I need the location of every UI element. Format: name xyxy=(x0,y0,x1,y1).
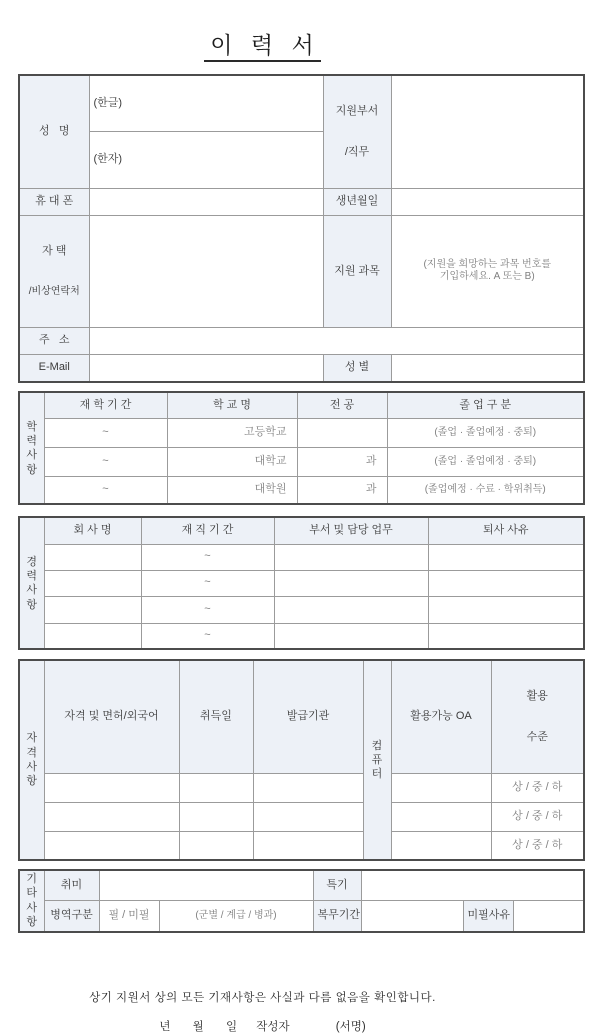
dept-field xyxy=(391,75,584,189)
reason-cell xyxy=(428,623,584,649)
table-row xyxy=(19,901,584,932)
career-header-reason: 퇴사 사유 xyxy=(428,517,584,544)
gender-field xyxy=(391,354,584,382)
qualification-header-issuer: 발급기관 xyxy=(253,660,363,774)
education-header-school: 학 교 명 xyxy=(167,392,297,418)
table-row xyxy=(19,660,584,774)
education-row xyxy=(19,476,584,504)
school-cell: 고등학교 xyxy=(167,418,297,447)
mobile-field xyxy=(89,189,323,216)
career-header-period: 재 직 기 간 xyxy=(141,517,274,544)
license-cell xyxy=(44,832,179,860)
duty-cell xyxy=(274,623,428,649)
subject-label: 지원 과목 xyxy=(323,216,391,328)
email-field xyxy=(89,354,323,382)
school-cell: 대학교 xyxy=(167,447,297,476)
career-row xyxy=(19,596,584,623)
license-cell xyxy=(44,803,179,832)
career-header-company: 회 사 명 xyxy=(44,517,141,544)
table-row xyxy=(19,216,584,328)
confirmation-statement: 상기 지원서 상의 모든 기재사항은 사실과 다름 없음을 확인합니다. xyxy=(89,991,436,1004)
company-cell xyxy=(44,623,141,649)
service-period-field xyxy=(361,901,463,932)
duty-cell xyxy=(274,596,428,623)
exemption-label: 미필사유 xyxy=(463,901,513,932)
career-table xyxy=(18,516,585,650)
name-label: 성 명 xyxy=(19,75,89,189)
reason-cell xyxy=(428,544,584,570)
period-cell: ~ xyxy=(44,447,167,476)
license-cell xyxy=(44,774,179,803)
table-row xyxy=(19,75,584,132)
qualification-row xyxy=(19,803,584,832)
issuer-cell xyxy=(253,832,363,860)
table-row xyxy=(19,327,584,354)
home-contact-field xyxy=(89,216,323,328)
resume-page xyxy=(0,32,600,1033)
qualification-header-license: 자격 및 면허/외국어 xyxy=(44,660,179,774)
qualification-header-level: 활용 수준 xyxy=(491,660,584,774)
oa-cell xyxy=(391,803,491,832)
military-detail-cell: (군별 / 계급 / 병과) xyxy=(159,901,313,932)
signature-label: (서명) xyxy=(335,1020,366,1033)
education-header-major: 전 공 xyxy=(297,392,387,418)
education-header-grad: 졸 업 구 분 xyxy=(387,392,584,418)
table-row xyxy=(19,517,584,544)
oa-cell xyxy=(391,832,491,860)
gender-label: 성 별 xyxy=(323,354,391,382)
exemption-field xyxy=(513,901,584,932)
period-cell: ~ xyxy=(141,544,274,570)
home-contact-label: 자 택 /비상연락처 xyxy=(19,216,89,328)
table-row xyxy=(19,189,584,216)
reason-cell xyxy=(428,570,584,596)
computer-section-label: 컴 퓨 터 xyxy=(363,660,391,860)
career-section-label: 경 력 사 항 xyxy=(19,517,44,649)
education-table xyxy=(18,391,585,505)
major-cell: 과 xyxy=(297,476,387,504)
company-cell xyxy=(44,570,141,596)
education-section-label: 학 력 사 항 xyxy=(19,392,44,504)
school-cell: 대학원 xyxy=(167,476,297,504)
footer xyxy=(0,989,545,1034)
period-cell: ~ xyxy=(44,476,167,504)
company-cell xyxy=(44,544,141,570)
career-row xyxy=(19,544,584,570)
date-cell xyxy=(179,774,253,803)
grad-cell: (졸업 · 졸업예정 · 중퇴) xyxy=(387,447,584,476)
subject-hint: (지원을 희망하는 과목 번호를 기입하세요. A 또는 B) xyxy=(391,216,584,328)
hobby-label: 취미 xyxy=(44,870,99,901)
period-cell: ~ xyxy=(44,418,167,447)
specialty-label: 특기 xyxy=(313,870,361,901)
military-status-cell: 필 / 미필 xyxy=(99,901,159,932)
grad-cell: (졸업예정 · 수료 · 학위취득) xyxy=(387,476,584,504)
education-row xyxy=(19,418,584,447)
personal-info-table xyxy=(18,74,585,383)
qualification-row xyxy=(19,832,584,860)
oa-cell xyxy=(391,774,491,803)
date-cell xyxy=(179,803,253,832)
qualification-table xyxy=(18,659,585,861)
page-title-wrap xyxy=(0,32,545,62)
page-title: 이 력 서 xyxy=(204,32,320,62)
company-cell xyxy=(44,596,141,623)
level-cell: 상 / 중 / 하 xyxy=(491,803,584,832)
duty-cell xyxy=(274,570,428,596)
service-period-label: 복무기간 xyxy=(313,901,361,932)
career-row xyxy=(19,570,584,596)
period-cell: ~ xyxy=(141,623,274,649)
duty-cell xyxy=(274,544,428,570)
qualification-header-oa: 활용가능 OA xyxy=(391,660,491,774)
mobile-label: 휴 대 폰 xyxy=(19,189,89,216)
career-header-duty: 부서 및 담당 업무 xyxy=(274,517,428,544)
table-row xyxy=(19,392,584,418)
grad-cell: (졸업 · 졸업예정 · 중퇴) xyxy=(387,418,584,447)
day-label: 일 xyxy=(225,1020,238,1033)
etc-section-label: 기 타 사 항 xyxy=(19,870,44,932)
level-cell: 상 / 중 / 하 xyxy=(491,832,584,860)
name-hangul-field: (한글) xyxy=(89,75,323,132)
birth-label: 생년월일 xyxy=(323,189,391,216)
issuer-cell xyxy=(253,803,363,832)
education-header-period: 재 학 기 간 xyxy=(44,392,167,418)
period-cell: ~ xyxy=(141,596,274,623)
military-label: 병역구분 xyxy=(44,901,99,932)
writer-label: 작성자 xyxy=(256,1020,290,1033)
etc-table xyxy=(18,869,585,933)
email-label: E-Mail xyxy=(19,354,89,382)
specialty-field xyxy=(361,870,584,901)
major-cell xyxy=(297,418,387,447)
address-field xyxy=(89,327,584,354)
qualification-header-date: 취득일 xyxy=(179,660,253,774)
table-row xyxy=(19,354,584,382)
period-cell: ~ xyxy=(141,570,274,596)
year-label: 년 xyxy=(159,1020,171,1033)
hobby-field xyxy=(99,870,313,901)
major-cell: 과 xyxy=(297,447,387,476)
qualification-section-label: 자 격 사 항 xyxy=(19,660,44,860)
reason-cell xyxy=(428,596,584,623)
name-hanja-field: (한자) xyxy=(89,132,323,189)
date-cell xyxy=(179,832,253,860)
qualification-row xyxy=(19,774,584,803)
education-row xyxy=(19,447,584,476)
birth-field xyxy=(391,189,584,216)
dept-label: 지원부서 /직무 xyxy=(323,75,391,189)
career-row xyxy=(19,623,584,649)
table-row xyxy=(19,870,584,901)
level-cell: 상 / 중 / 하 xyxy=(491,774,584,803)
month-label: 월 xyxy=(192,1020,204,1033)
date-signature-line xyxy=(0,1018,545,1034)
issuer-cell xyxy=(253,774,363,803)
address-label: 주 소 xyxy=(19,327,89,354)
